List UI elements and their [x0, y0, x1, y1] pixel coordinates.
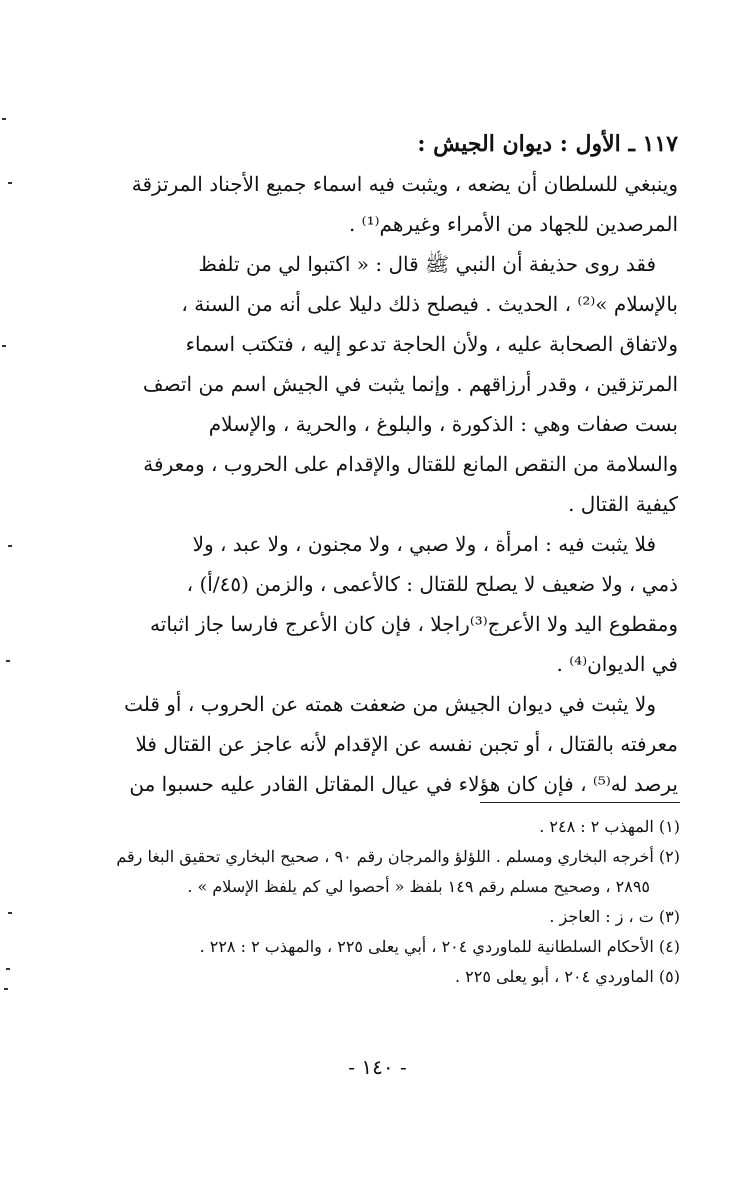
- scan-speck: [2, 118, 6, 120]
- footnote-continuation: ٢٨٩٥ ، وصحيح مسلم رقم ١٤٩ بلفظ « أحصوا لي كم يلفظ الإسلام » .: [187, 877, 650, 896]
- scan-speck: [8, 545, 12, 547]
- text-line: ذمي ، ولا ضعيف لا يصلح للقتال : كالأعمى ، والزمن (٤٥/أ) ،: [186, 572, 678, 596]
- main-text: [118, 128, 678, 804]
- text-line: فقد روى حذيفة أن النبي ﷺ قال : « اكتبوا لي من تلفظ: [198, 252, 656, 276]
- text-line: فلا يثبت فيه : امرأة ، ولا صبي ، ولا مجنون ، ولا عبد ، ولا: [192, 532, 656, 556]
- text-line: ولا يثبت في ديوان الجيش من ضعفت همته عن الحروب ، أو قلت: [124, 692, 656, 716]
- text-line: معرفته بالقتال ، أو تجبن نفسه عن الإقدام لأنه عاجز عن القتال فلا: [135, 732, 678, 756]
- text-line: المرصدين للجهاد من الأمراء وغيرهم⁽¹⁾ .: [348, 212, 678, 236]
- text-line: وينبغي للسلطان أن يضعه ، ويثبت فيه اسماء جميع الأجناد المرتزقة: [131, 172, 678, 196]
- footnote: (١) المهذب ٢ : ٢٤٨ .: [539, 817, 680, 836]
- footnote: (٢) أخرجه البخاري ومسلم . اللؤلؤ والمرجان رقم ٩٠ ، صحيح البخاري تحقيق البغا رقم: [116, 847, 680, 866]
- scan-speck: [6, 968, 10, 970]
- section-heading: ١١٧ ـ الأول : ديوان الجيش :: [417, 131, 678, 157]
- footnote: (٥) الماوردي ٢٠٤ ، أبو يعلى ٢٢٥ .: [454, 967, 680, 986]
- scan-speck: [6, 660, 10, 662]
- footnotes: [110, 812, 680, 992]
- footnote: (٣) ت ، ز : العاجز .: [549, 907, 680, 926]
- scan-speck: [8, 182, 12, 184]
- text-line: والسلامة من النقص المانع للقتال والإقدام على الحروب ، ومعرفة: [143, 452, 678, 476]
- text-line: كيفية القتال .: [568, 492, 678, 516]
- scan-speck: [4, 988, 8, 990]
- text-line: بالإسلام »⁽²⁾ ، الحديث . فيصلح ذلك دليلا على أنه من السنة ،: [181, 292, 678, 316]
- scan-speck: [8, 912, 12, 914]
- text-line: في الديوان⁽⁴⁾ .: [556, 652, 678, 676]
- text-line: ولاتفاق الصحابة عليه ، ولأن الحاجة تدعو إليه ، فتكتب اسماء: [185, 332, 678, 356]
- text-line: المرتزقين ، وقدر أرزاقهم . وإنما يثبت في الجيش اسم من اتصف: [142, 372, 678, 396]
- footnote: (٤) الأحكام السلطانية للماوردي ٢٠٤ ، أبي يعلى ٢٢٥ ، والمهذب ٢ : ٢٢٨ .: [199, 937, 680, 956]
- footnote-divider: [480, 802, 680, 803]
- text-line: يرصد له⁽⁵⁾ ، فإن كان هؤلاء في عيال المقاتل القادر عليه حسبوا من: [129, 772, 678, 796]
- scan-speck: [2, 345, 6, 347]
- page-number: - ١٤٠ -: [348, 1055, 407, 1079]
- text-line: ومقطوع اليد ولا الأعرج⁽³⁾راجلا ، فإن كان الأعرج فارسا جاز اثباته: [150, 612, 678, 636]
- text-line: بست صفات وهي : الذكورة ، والبلوغ ، والحرية ، والإسلام: [208, 412, 678, 436]
